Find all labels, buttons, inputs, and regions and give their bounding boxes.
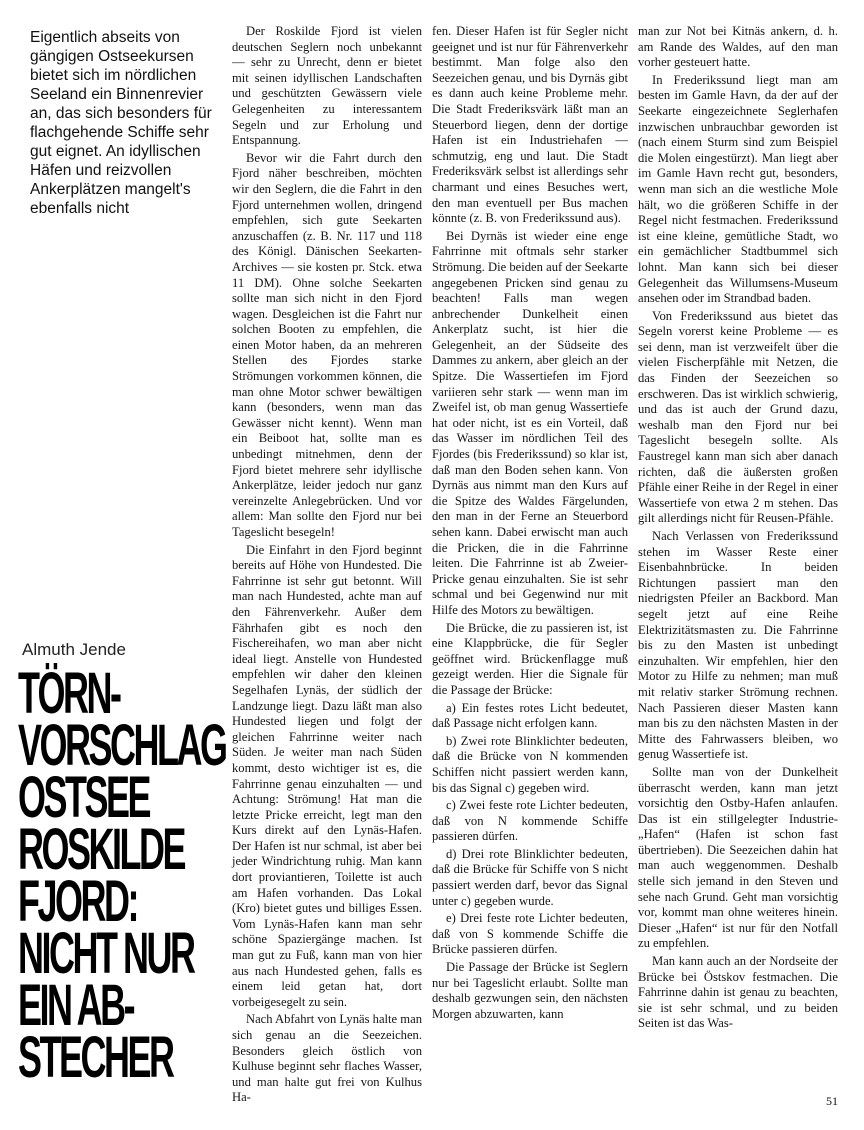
paragraph: Sollte man von der Dunkelheit überrascht werden, kann man jetzt vorsichtig den Ostby-Hafen anlaufen. Das ist ein stillgelegter Industrie-„Hafen“ (Hafen ist schon fast übertrieben). Die Seezeichen dahin hat man auch weggenommen. Deshalb stelle sich jemand in den Steven und sehe nach Grund. Geht man vorsichtig vor, kommt man ohne weiteres hinein. Dieser „Hafen“ ist nur für den Notfall zu empfehlen.: [638, 764, 838, 951]
paragraph: e) Drei feste rote Lichter bedeuten, daß von S kommende Schiffe die Brücke passieren dürfen.: [432, 911, 628, 957]
paragraph: a) Ein festes rotes Licht bedeutet, daß Passage nicht erfolgen kann.: [432, 700, 628, 731]
paragraph: b) Zwei rote Blinklichter bedeuten, daß die Brücke von N kommenden Schiffen nicht passiert werden kann, bis das Signal c) gegeben wird.: [432, 733, 628, 795]
paragraph: Bevor wir die Fahrt durch den Fjord näher beschreiben, möchten wir den Seglern, die die Fahrt in den Fjord unternehmen wollen, dringend empfehlen, sich gute Seekarten anzuschaffen (z. B. Nr. 117 und 118 des Königl. Dänischen Seekarten-Archives — sie kosten pr. Stck. etwa 11 DM). Ohne solche Seekarten sollte man sich nicht in den Fjord wagen. Desgleichen ist die Fahrt nur solchen Booten zu empfehlen, die einen Motor haben, da an mehreren Stellen des Fjordes starke Strömungen vorkommen können, die man ohne Motor schwer bewältigen kann (besonders, wenn man das Gewässer nicht kennt). Wenn man ein Beiboot hat, sollte man es unbedingt mitnehmen, denn der Fjord bietet mehrere sehr idyllische Ankerplätze, leider jedoch nur ganz vereinzelte Anlegebrücken. Und vor allem: Man sollte den Fjord nur bei Tageslicht besegeln!: [232, 150, 422, 539]
paragraph: Von Frederikssund aus bietet das Segeln vorerst keine Probleme — es sei denn, man ist verzweifelt über die vielen Fischerpfähle mit Netzen, die das Finden der Seezeichen so erschweren. Das ist wirklich schwierig, und das ist auch der Grund dazu, weshalb man den Fjord nur bei Tageslicht besegeln sollte. Als Faustregel kann man sich aber danach richten, daß die äußersten großen Pfähle einer Reihe in der Regel in einer Wassertiefe von etwa 2 m stehen. Das gilt allerdings nicht für Reusen-Pfähle.: [638, 308, 838, 526]
paragraph: In Frederikssund liegt man am besten im Gamle Havn, da der auf der Seekarte eingezeichnete Seglerhafen inzwischen unbrauchbar geworden ist (nach einem Sturm sind zum Beispiel die Molen eingestürzt). Man liegt aber im Gamle Havn recht gut, besonders, wenn man sich an die westliche Mole hält, wo die größeren Schiffe in der Regel nicht festmachen. Frederikssund ist eine kleine, gemütliche Stadt, wo ein gemächlicher Stadtbummel sich lohnt. Man kann sich bei dieser Gelegenheit das Willumsens-Museum ansehen oder im Strandbad baden.: [638, 72, 838, 306]
headline-line: NICHT NUR: [18, 921, 194, 986]
headline-line: FJORD:: [18, 869, 137, 934]
text-column-1: [232, 24, 422, 1105]
headline-line: OSTSEE: [18, 765, 150, 830]
paragraph: Die Brücke, die zu passieren ist, ist eine Klappbrücke, die für Segler geöffnet wird. Brückenflagge muß gezeigt werden. Hier die Signale für die Passage der Brücke:: [432, 620, 628, 697]
paragraph: Der Roskilde Fjord ist vielen deutschen Seglern noch unbekannt — sehr zu Unrecht, denn er bietet mit seinen idyllischen Landschaften und geschützten Gewässern viele Gelegenheiten zu interessantem Segeln und zur Erholung und Entspannung.: [232, 24, 422, 148]
headline: [18, 661, 226, 1090]
paragraph: Die Einfahrt in den Fjord beginnt bereits auf Höhe von Hundested. Die Fahrrinne ist sehr gut betonnt. Will man nach Hundested, achte man auf den Fährenverkehr. Außer dem Fährhafen gibt es noch den Fischereihafen, wo man aber nicht ideal liegt. Anstelle von Hundested empfehlen wir daher den kleinen Segelhafen Lynäs, der südlich der Landzunge liegt. Dazu läßt man also Hundested liegen und folgt der gleichen Fahrrinne weiter nach Süden. Je weiter man nach Süden kommt, desto wichtiger ist es, die Fahrrinne genau einzuhalten — und Achtung: Strömung! Hat man die letzte Pricke erreicht, legt man den Kurs direkt auf den Lynäs-Hafen. Der Hafen ist nur schmal, ist aber bei jeder Windrichtung ruhig. Man kann dort proviantieren, Toilette ist auch am Hafen vorhanden. Das Lokal (Kro) bietet gutes und billiges Essen. Vom Lynäs-Hafen kann man sehr schöne Spaziergänge machen. Ist man gut zu Fuß, kann man von hier aus nach Hundested gehen, falls es einem leid getan hat, dort vorbeigesegelt zu sein.: [232, 542, 422, 1009]
paragraph: Nach Abfahrt von Lynäs halte man sich genau an die Seezeichen. Besonders gleich östlich von Kulhuse beginnt sehr flaches Wasser, und man halte gut frei von Kulhus Ha-: [232, 1012, 422, 1105]
headline-line: TÖRN-: [18, 661, 120, 726]
paragraph: man zur Not bei Kitnäs ankern, d. h. am Rande des Waldes, auf den man vorher gesteuert hatte.: [638, 24, 838, 70]
page-number: 51: [826, 1094, 838, 1108]
paragraph: Bei Dyrnäs ist wieder eine enge Fahrrinne mit oftmals sehr starker Strömung. Die beiden auf der Seekarte angegebenen Pricken sind genau zu beachten! Falls man wegen anbrechender Dunkelheit einen Ankerplatz sucht, ist hier die Gelegenheit, an der Südseite des Dammes zu ankern, aber gleich an der Spitze. Die Wassertiefen im Fjord variieren sehr stark — wenn man im Zweifel ist, ob man genug Wassertiefe hat oder nicht, ist es ein Vorteil, daß das Wasser im nördlichen Teil des Fjordes (bis Frederikssund) so klar ist, daß man den Boden sehen kann. Von Dyrnäs aus nimmt man den Kurs auf die Spitze des Waldes Färgelunden, den man in der Ferne an Steuerbord sehen kann. Dabei erwischt man auch die Pricken, die in die Fahrrinne leiten. Die Fahrrinne ist ab Zweier-Pricke genau einzuhalten. Sie ist sehr schmal und bei Gegenwind nur mit Hilfe des Motors zu bewältigen.: [432, 228, 628, 617]
text-column-3: [638, 24, 838, 1092]
paragraph: Man kann auch an der Nordseite der Brücke bei Östskov festmachen. Die Fahrrinne dahin ist genau zu beachten, sie ist sehr schmal, und zu beiden Seiten ist das Was-: [638, 954, 838, 1031]
paragraph: d) Drei rote Blinklichter bedeuten, daß die Brücke für Schiffe von S nicht passiert werden darf, bevor das Signal unter c) gegeben wurde.: [432, 846, 628, 908]
paragraph: fen. Dieser Hafen ist für Segler nicht geeignet und ist nur für Fährenverkehr bestimmt. Man folge also den Seezeichen genau, und bis Dyrnäs gibt es dann auch keine Probleme mehr. Die Stadt Frederiksvärk läßt man an Steuerbord liegen, denn der dortige Hafen ist ein Industriehafen — schmutzig, eng und laut. Die Stadt Frederiksvärk selbst ist allerdings sehr charmant und eines Besuches wert, den man eventuell per Bus machen könnte (z. B. von Frederikssund aus).: [432, 24, 628, 226]
paragraph: c) Zwei feste rote Lichter bedeuten, daß von N kommende Schiffe passieren dürfen.: [432, 798, 628, 844]
paragraph: Nach Verlassen von Frederikssund stehen im Wasser Reste einer Eisenbahnbrücke. In beiden Richtungen passiert man den niedrigsten Pfeiler an Backbord. Man segelt jetzt auf eine Reihe Elektrizitätsmasten zu. Die Fahrrinne bis zu den Masten ist unbedingt einzuhalten. Wir empfehlen, hier den Motor zu Hilfe zu nehmen; man muß mit relativ starker Strömung rechnen. Nach Passieren dieser Masten kann man bis zu den nächsten Masten in der Mitte des Fahrwassers bleiben, wo genug Wassertiefe ist.: [638, 529, 838, 762]
headline-line: ROSKILDE: [18, 817, 184, 882]
headline-line: STECHER: [18, 1025, 173, 1090]
lead-paragraph: [30, 28, 220, 218]
lead-text: Eigentlich abseits von gängigen Ostseekursen bietet sich im nördlichen Seeland ein Binnenrevier an, das sich besonders für flachgehende Schiffe sehr gut eignet. An idyllischen Häfen und reizvollen Ankerplätzen mangelt's ebenfalls nicht: [30, 29, 212, 217]
author-name: Almuth Jende: [22, 640, 126, 659]
paragraph: Die Passage der Brücke ist Seglern nur bei Tageslicht erlaubt. Sollte man deshalb gezwungen sein, den nächsten Morgen abzuwarten, kann: [432, 960, 628, 1021]
headline-line: EIN AB-: [18, 973, 134, 1038]
text-column-2: [432, 24, 628, 1092]
headline-line: VORSCHLAG: [18, 713, 226, 778]
